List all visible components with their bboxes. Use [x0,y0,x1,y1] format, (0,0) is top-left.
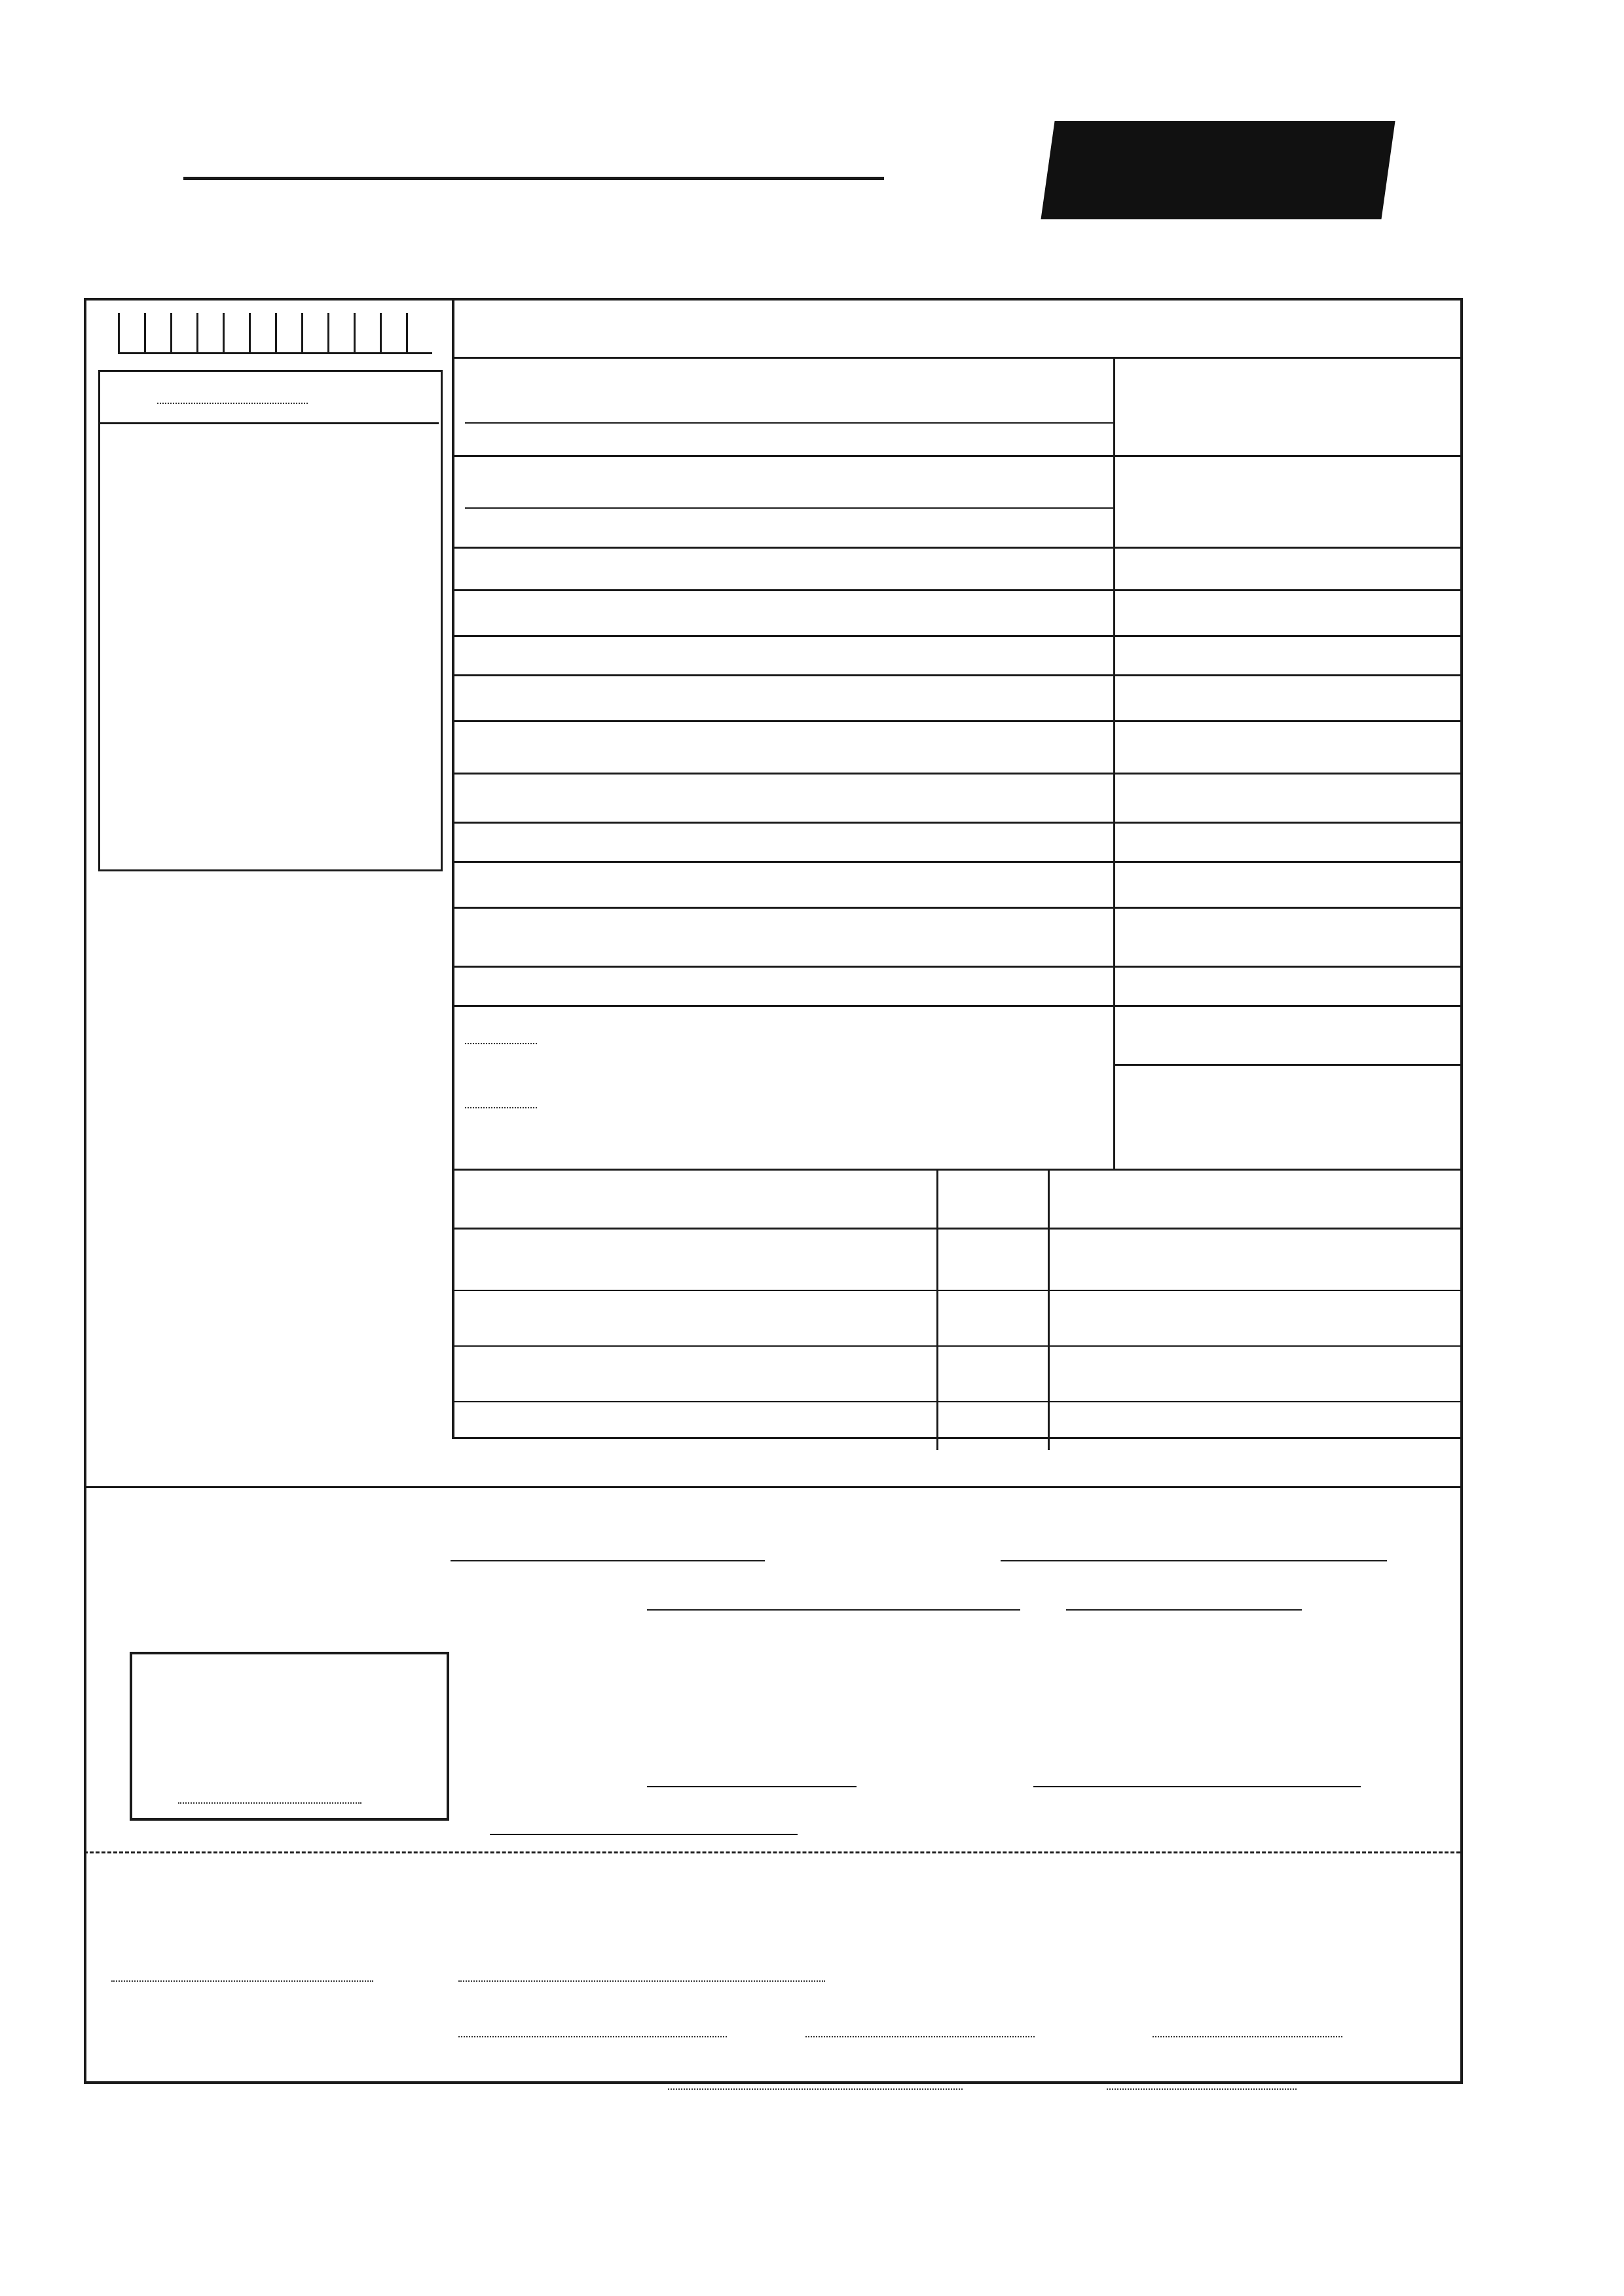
field-row-residence [452,720,1460,773]
field-row-birth-date [452,635,1460,674]
header-rule [183,177,884,180]
field-row-father [452,547,1460,589]
declaration [84,1488,1460,1842]
children-row [452,1230,1460,1288]
field-rows [452,357,1460,1169]
field-row-death [452,907,1460,966]
field-row-citizenship [452,822,1460,861]
husband-age-field [465,1107,537,1108]
wife-age-field [465,1043,537,1044]
field-row-family-name [452,357,1460,455]
yad-vashem-logo [1041,121,1395,219]
field-row-profession [452,773,1460,822]
field-row-family-status [452,966,1460,1005]
field-row-war-residence [452,861,1460,907]
field-row-birth-place [452,674,1460,720]
field-row-mother [452,589,1460,635]
section-separator [84,1851,1460,1853]
registration-ticks [118,313,432,354]
field-row-first-name [452,455,1460,547]
law-panel [98,910,439,1499]
field-row-wife [452,1005,1460,1064]
photo-box [98,370,443,871]
award-number-field [178,1802,361,1804]
field-row-husband [452,1064,1460,1116]
photo-box-rule [98,422,439,424]
award-box [130,1652,449,1821]
